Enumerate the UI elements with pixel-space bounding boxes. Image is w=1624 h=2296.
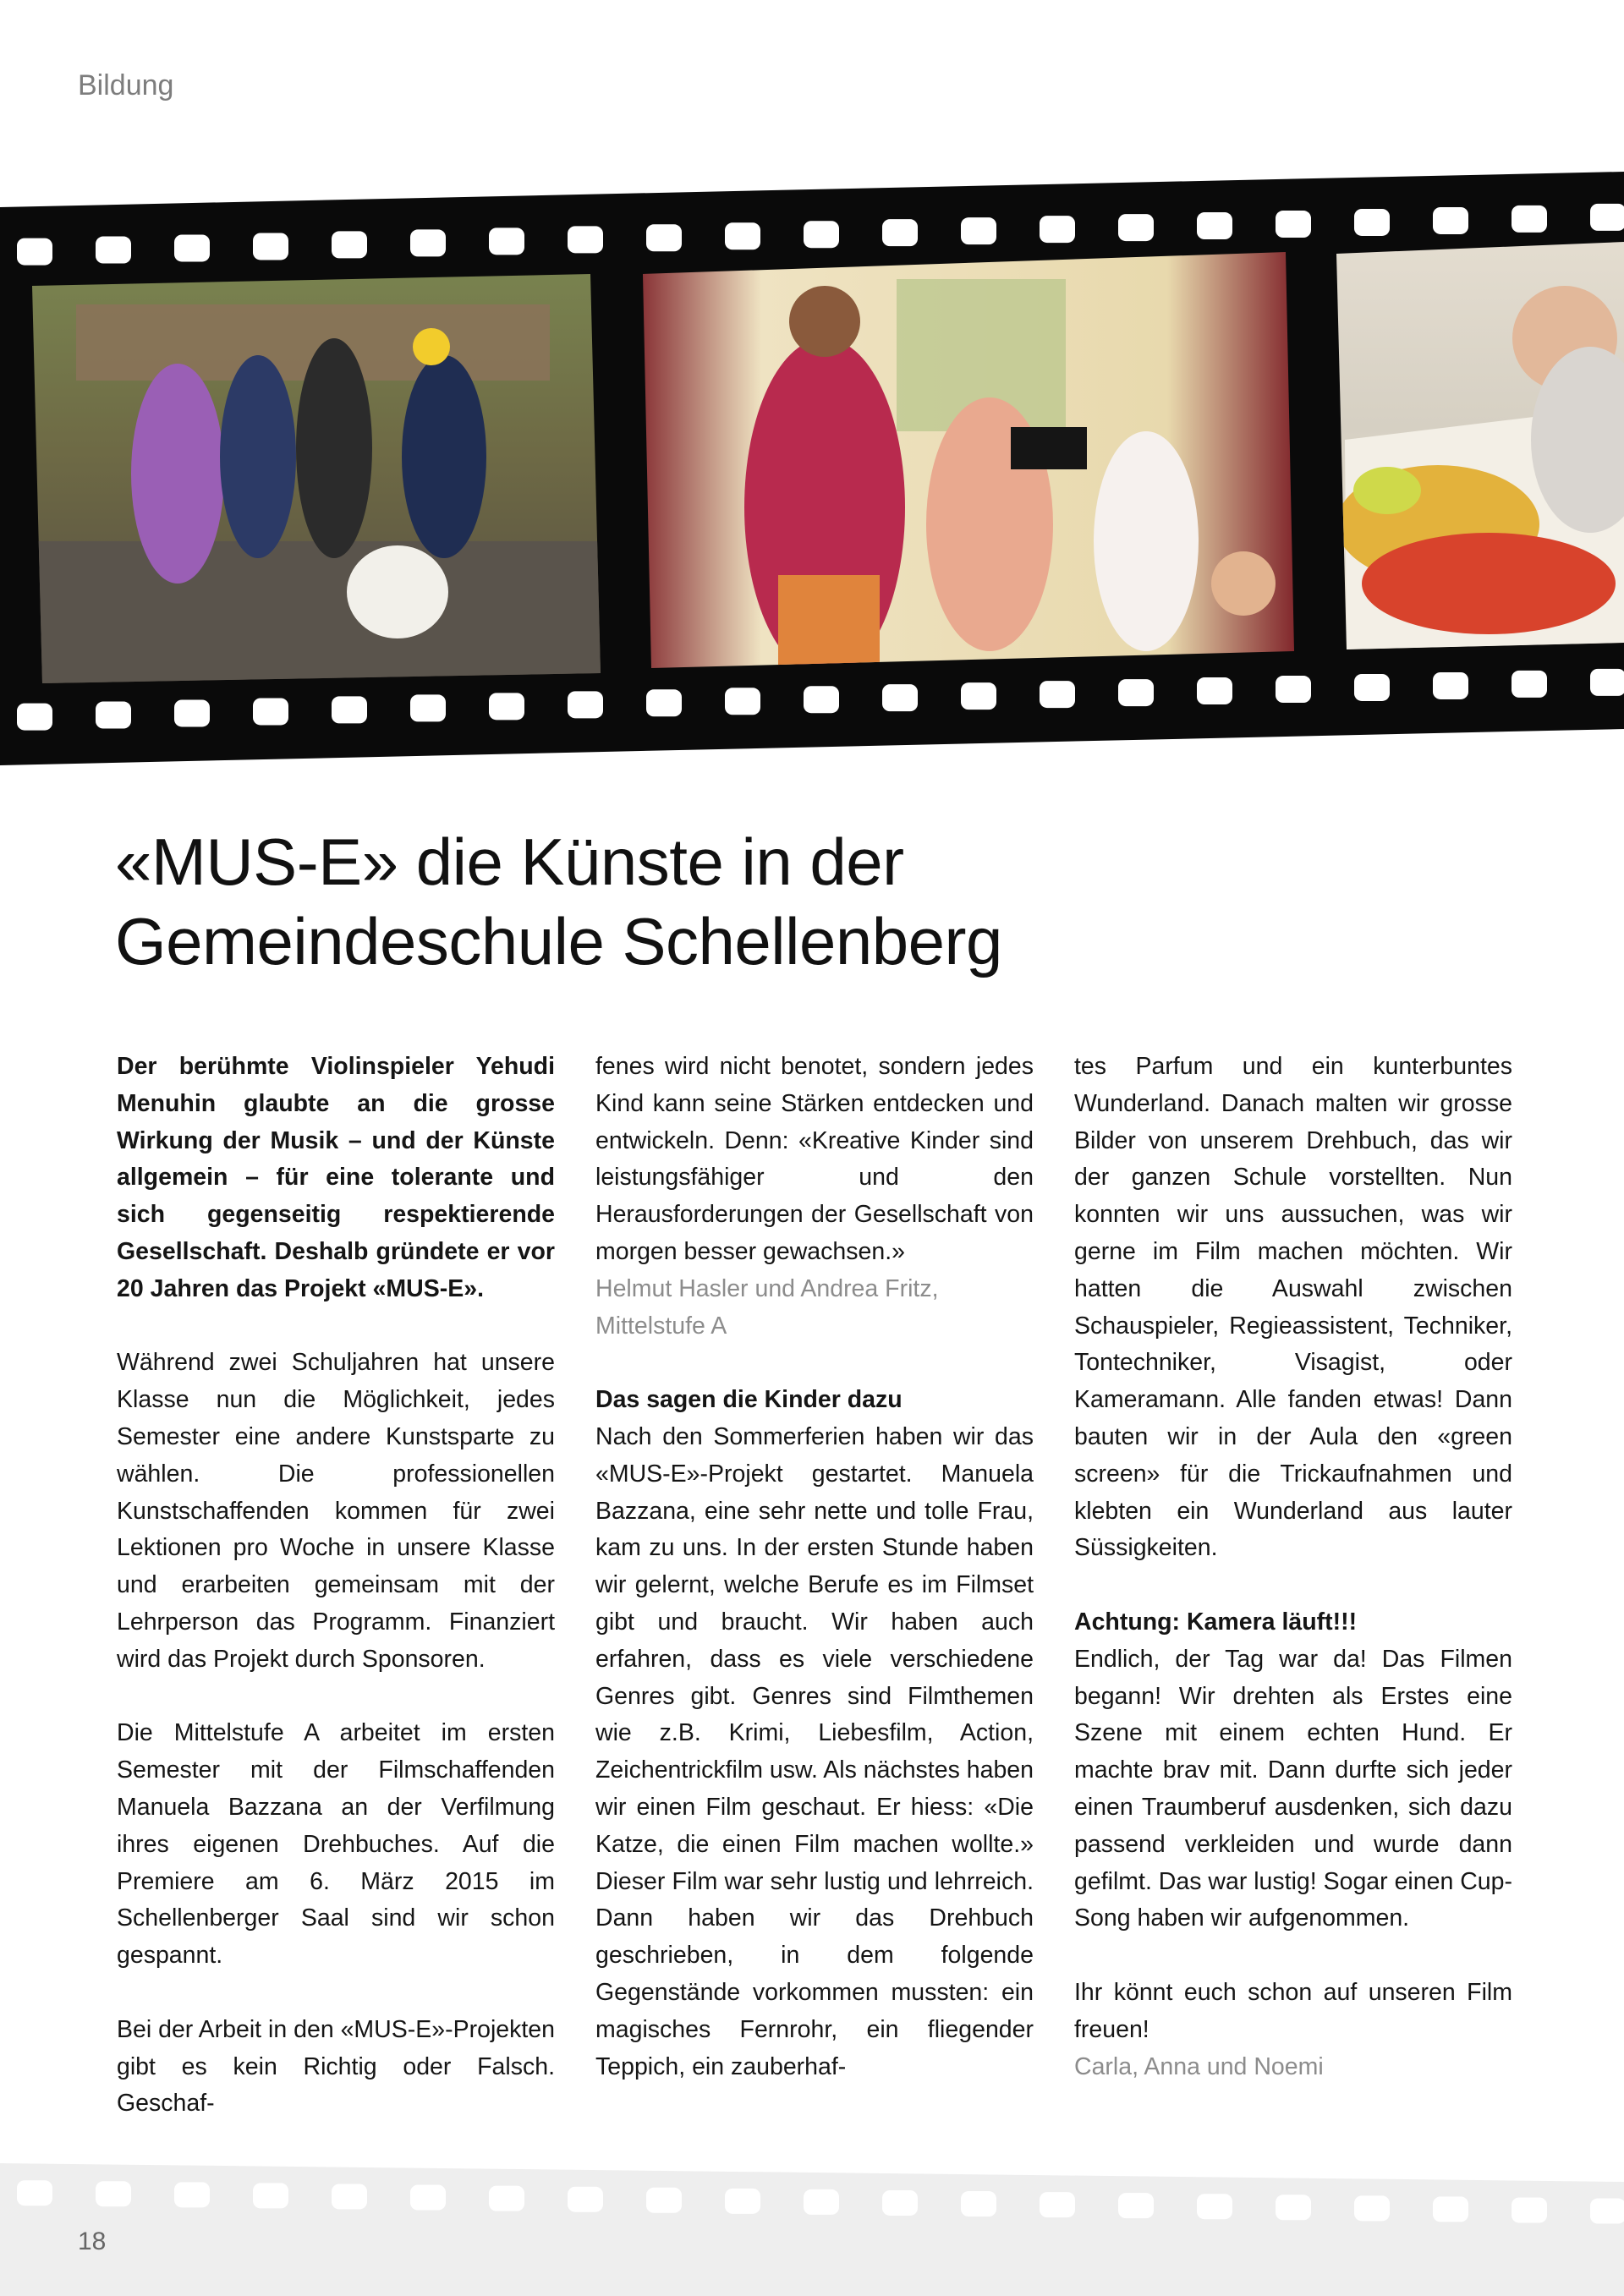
sprocket-hole <box>568 226 603 253</box>
sprocket-hole <box>961 682 996 710</box>
sprocket-hole <box>646 689 682 716</box>
sprocket-hole <box>1354 674 1390 701</box>
sprocket-hole <box>410 694 446 721</box>
sprocket-hole <box>96 702 131 729</box>
photo-children-with-dog <box>25 254 617 693</box>
page-number: 18 <box>78 2228 107 2255</box>
photo-child-painting <box>1328 237 1624 660</box>
sprocket-hole <box>253 233 288 260</box>
sprocket-hole <box>1040 681 1075 708</box>
filmstrip-banner <box>0 0 1624 778</box>
footer-sprocket-hole <box>568 2187 603 2212</box>
sprocket-hole <box>96 237 131 264</box>
body-paragraph: Endlich, der Tag war da! Das Filmen begann! Wir drehten als Erstes eine Szene mit einem echten Hund. Er machte brav mit. Dann durfte sich jeder einen Traumberuf ausdenken, sich dazu passend verkleiden und wurde dann gefilmt. Das war lustig! Sogar einen Cup-Song haben wir aufgenommen. <box>1074 1645 1512 1932</box>
footer-sprocket-hole <box>1512 2197 1547 2222</box>
sprocket-hole <box>410 229 446 256</box>
sprocket-hole <box>332 696 367 723</box>
sprocket-hole <box>1433 672 1468 699</box>
footer-sprocket-hole <box>96 2181 131 2206</box>
footer-filmstrip <box>0 2148 1624 2296</box>
sprocket-hole <box>1590 204 1624 231</box>
body-paragraph: Während zwei Schuljahren hat unsere Klasse nun die Möglichkeit, jedes Semester eine andere Kunstsparte zu wählen. Die professionellen Kunstschaffenden kommen für zwei Lektionen pro Woche in unsere Klasse und erarbeiten gemeinsam mit der Lehrperson das Programm. Finanziert wird das Projekt durch Sponsoren. <box>117 1349 555 1673</box>
sprocket-hole <box>1276 211 1311 238</box>
body-paragraph: Ihr könnt euch schon auf unseren Film freuen! <box>1074 1978 1512 2043</box>
sprocket-hole <box>489 227 524 255</box>
sprocket-hole <box>804 686 839 713</box>
sprocket-hole <box>1512 671 1547 698</box>
sprocket-hole <box>1276 676 1311 703</box>
sprocket-hole <box>1040 216 1075 243</box>
sprocket-hole <box>1354 209 1390 236</box>
article-column-1 <box>117 1049 555 2123</box>
photo-children-with-camera <box>626 245 1303 685</box>
body-paragraph: Bei der Arbeit in den «MUS-E»-Projekten gibt es kein Richtig oder Falsch. Geschaf- <box>117 2015 556 2118</box>
sprocket-hole <box>882 684 918 711</box>
footer-sprocket-hole <box>1354 2195 1390 2221</box>
sprocket-hole <box>1433 207 1468 234</box>
sprocket-hole <box>17 704 52 731</box>
sprocket-hole <box>1197 212 1232 239</box>
body-paragraph: fenes wird nicht benotet, sondern jedes Kind kann seine Stärken entdecken und entwickeln. Denn: «Kreative Kinder sind leistungsfähiger und den Herausforderungen der Gesellschaft von morgen besser gewachsen.» <box>595 1053 1034 1265</box>
footer-sprocket-hole <box>646 2188 682 2213</box>
sprocket-hole <box>332 231 367 258</box>
footer-sprocket-hole <box>253 2183 288 2208</box>
footer-sprocket-hole <box>961 2191 996 2217</box>
sprocket-hole <box>253 698 288 725</box>
sprocket-hole <box>1118 214 1154 241</box>
footer-sprocket-hole <box>1118 2193 1154 2218</box>
sprocket-hole <box>1197 677 1232 704</box>
sprocket-hole <box>174 234 210 261</box>
footer-sprocket-hole <box>174 2182 210 2207</box>
footer-sprocket-hole <box>1433 2196 1468 2222</box>
sprocket-hole <box>1590 669 1624 696</box>
sprocket-hole <box>961 217 996 244</box>
article-column-3 <box>1074 1049 1512 2085</box>
body-paragraph: Die Mittelstufe A arbeitet im ersten Semester mit der Filmschaffenden Manuela Bazzana an der Verfilmung ihres eigenen Drehbuches. Auf die Premiere am 6. März 2015 im Schellenberger Saal sind wir schon gespannt. <box>117 1719 555 1970</box>
section-label: Bildung <box>78 69 174 101</box>
sprocket-hole <box>646 224 682 251</box>
author-credit: Carla, Anna und Noemi <box>1074 2052 1324 2080</box>
sprocket-hole <box>1118 679 1154 706</box>
footer-sprocket-hole <box>1276 2195 1311 2220</box>
sprocket-hole <box>804 221 839 248</box>
article-title-line-1: «MUS-E» die Künste in der <box>115 825 904 899</box>
subheading: Das sagen die Kinder dazu <box>595 1386 903 1414</box>
footer-sprocket-hole <box>804 2189 839 2215</box>
footer-sprocket-hole <box>332 2184 367 2209</box>
lead-paragraph: Der berühmte Violinspieler Yehudi Menuhin glaubte an die grosse Wirkung der Musik – und der Künste allgemein – für eine tolerante und sich gegenseitig respektierende Gesellschaft. Deshalb gründete er vor 20 Jahren das Projekt «MUS-E». <box>117 1053 555 1302</box>
footer-sprocket-hole <box>1197 2194 1232 2219</box>
sprocket-hole <box>174 699 210 726</box>
footer-sprocket-hole <box>882 2190 918 2216</box>
footer-sprocket-hole <box>1590 2199 1624 2224</box>
article-title <box>115 822 1468 981</box>
author-credit: Mittelstufe A <box>595 1312 727 1340</box>
sprocket-hole <box>568 691 603 718</box>
body-paragraph: Nach den Sommerferien haben wir das «MUS-E»-Projekt gestartet. Manuela Bazzana, eine sehr nette und tolle Frau, kam zu uns. In der ersten Stunde haben wir gelernt, welche Berufe es im Filmset gibt und braucht. Wir haben auch erfahren, dass es viele verschiedene Genres gibt. Genres sind Filmthemen wie z.B. Krimi, Liebesfilm, Action, Zeichentrickfilm usw. Als nächstes haben wir einen Film geschaut. Er hiess: «Die Katze, die einen Film machen wollte.» Dieser Film war sehr lustig und lehrreich. Dann haben wir das Drehbuch geschrieben, in dem folgende Gegenstände vorkommen mussten: ein magisches Fernrohr, ein fliegender Teppich, ein zauberhaf- <box>595 1422 1034 2080</box>
footer-sprocket-hole <box>410 2185 446 2211</box>
sprocket-hole <box>17 238 52 266</box>
sprocket-hole <box>489 693 524 720</box>
footer-sprocket-hole <box>489 2186 524 2211</box>
footer-sprocket-hole <box>1040 2192 1075 2217</box>
sprocket-hole <box>725 222 760 249</box>
footer-sprocket-hole <box>725 2189 760 2214</box>
sprocket-hole <box>725 688 760 715</box>
author-credit: Helmut Hasler und Andrea Fritz, <box>595 1274 939 1302</box>
article-title-line-2: Gemeindeschule Schellenberg <box>115 904 1002 978</box>
footer-sprocket-hole <box>17 2180 52 2206</box>
article-column-2 <box>595 1049 1034 2085</box>
body-paragraph: tes Parfum und ein kunterbuntes Wunderland. Danach malten wir grosse Bilder von unserem Drehbuch, das wir der ganzen Schule vorstellten. Nun konnten wir uns aussuchen, was wir gerne im Film machen möchten. Wir hatten die Auswahl zwischen Schauspieler, Regieassistent, Techniker, Tontechniker, Visagist, oder Kameramann. Alle fanden etwas! Dann bauten wir in der Aula den «green screen» für die Trickaufnahmen und klebten ein Wunderland aus lauter Süssigkeiten. <box>1074 1053 1512 1562</box>
subheading: Achtung: Kamera läuft!!! <box>1074 1608 1358 1636</box>
sprocket-hole <box>882 219 918 246</box>
sprocket-hole <box>1512 205 1547 233</box>
